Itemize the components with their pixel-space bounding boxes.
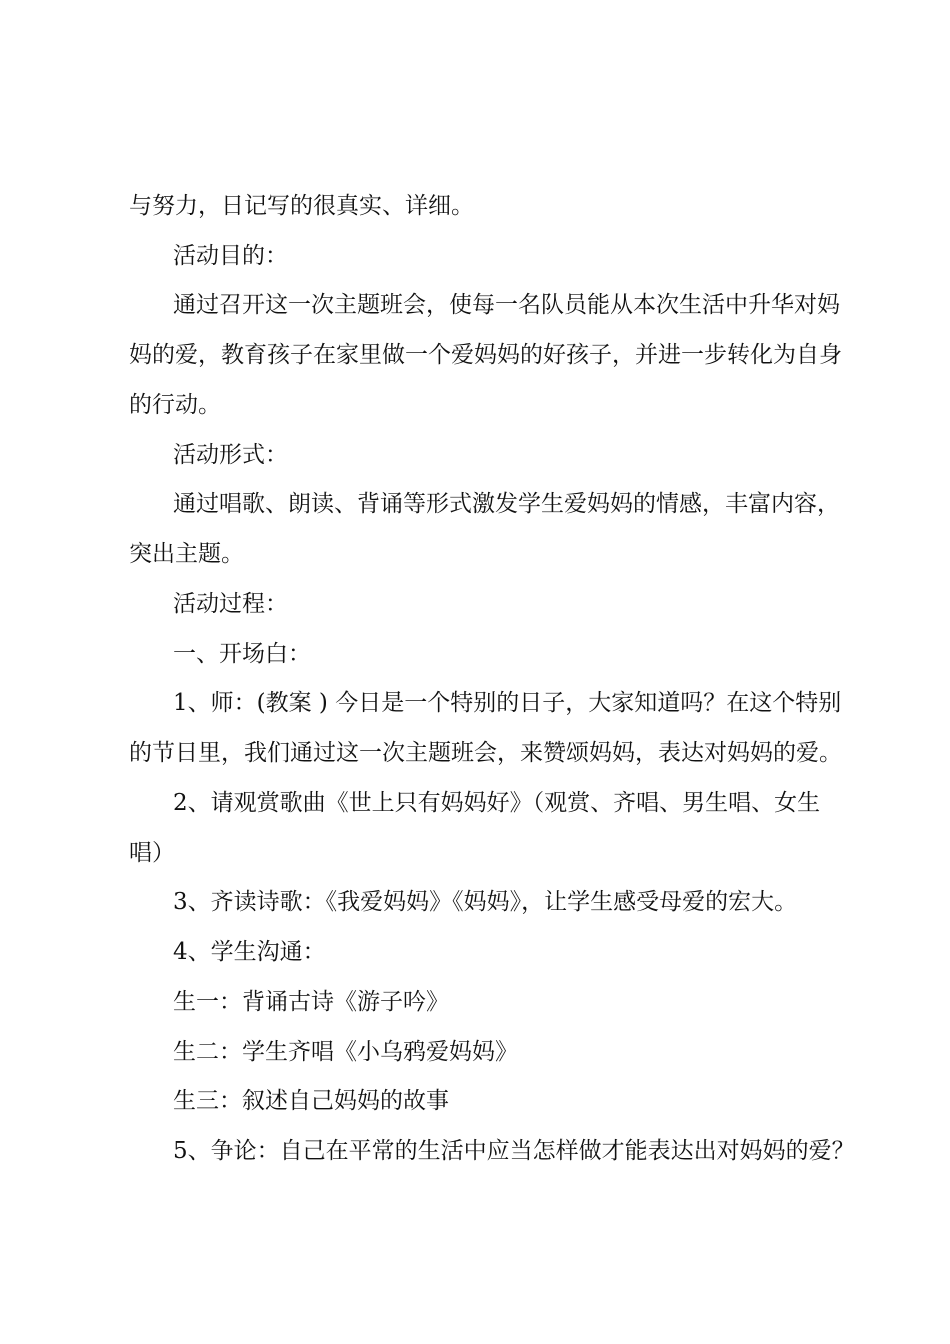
section-heading: 一、开场白： xyxy=(173,641,311,667)
text-line: 2、请观赏歌曲《世上只有妈妈好》（观赏、齐唱、男生唱、女生 xyxy=(173,790,821,816)
section-heading: 活动过程： xyxy=(173,591,288,617)
text-line: 3、齐读诗歌：《我爱妈妈》《妈妈》，让学生感受母爱的宏大。 xyxy=(173,889,798,915)
text-line: 生一：背诵古诗《游子吟》 xyxy=(173,989,449,1015)
text-line: 与努力，日记写的很真实、详细。 xyxy=(129,193,474,219)
text-line: 1、师：(教案 ) 今日是一个特别的日子，大家知道吗？在这个特别 xyxy=(173,690,842,716)
text-line: 通过唱歌、朗读、背诵等形式激发学生爱妈妈的情感，丰富内容， xyxy=(173,491,840,517)
text-line: 的行动。 xyxy=(129,392,221,418)
text-line: 生三：叙述自己妈妈的故事 xyxy=(173,1088,449,1114)
text-line: 4、学生沟通： xyxy=(173,939,326,965)
text-line: 的节日里，我们通过这一次主题班会，来赞颂妈妈，表达对妈妈的爱。 xyxy=(129,740,842,766)
text-line: 妈的爱，教育孩子在家里做一个爱妈妈的好孩子，并进一步转化为自身 xyxy=(129,342,842,368)
section-heading: 活动目的： xyxy=(173,243,288,269)
text-line: 突出主题。 xyxy=(129,541,244,567)
section-heading: 活动形式： xyxy=(173,442,288,468)
text-line: 5、争论：自己在平常的生活中应当怎样做才能表达出对妈妈的爱？ xyxy=(173,1138,855,1164)
text-line: 唱） xyxy=(129,840,175,866)
text-line: 生二：学生齐唱《小乌鸦爱妈妈》 xyxy=(173,1039,518,1065)
text-line: 通过召开这一次主题班会，使每一名队员能从本次生活中升华对妈 xyxy=(173,292,840,318)
